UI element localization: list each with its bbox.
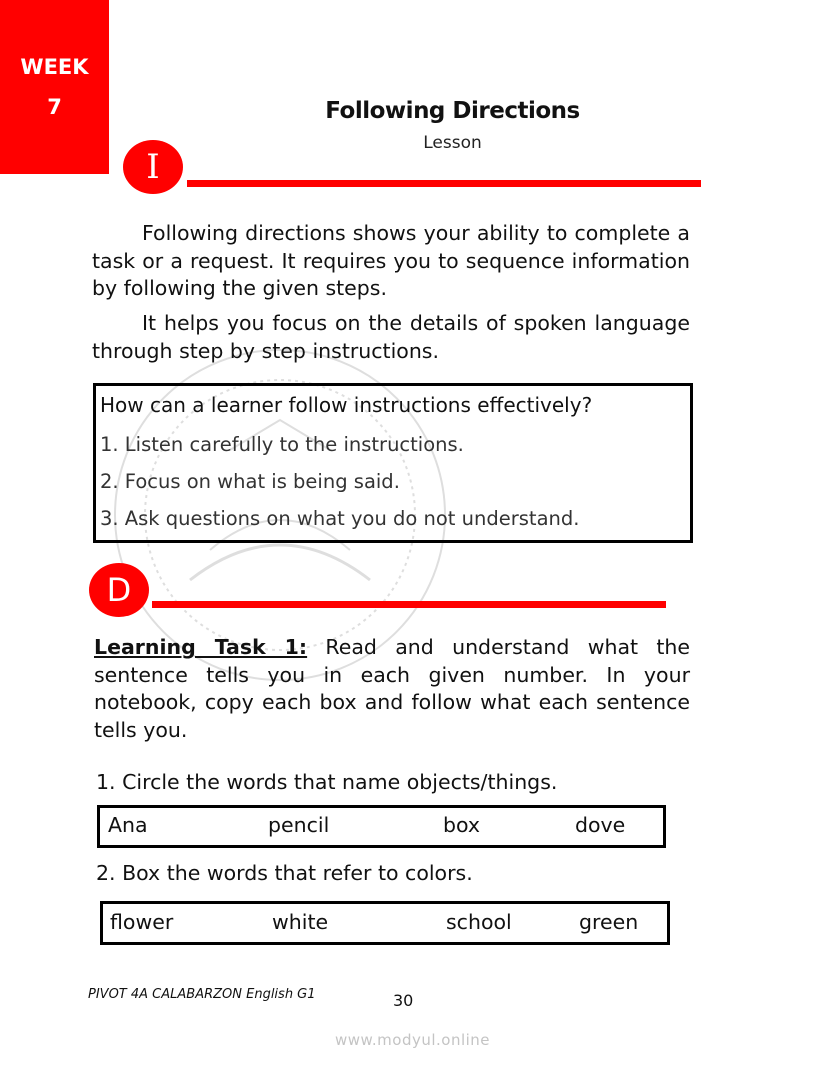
week-label: WEEK [20,55,89,79]
week-badge [0,0,109,174]
tips-item: 3. Ask questions on what you do not understand. [100,507,580,530]
tips-item: 2. Focus on what is being said. [100,470,400,493]
tips-question: How can a learner follow instructions effectively? [100,393,593,417]
section-d-divider [152,601,666,608]
section-d-marker: D [89,563,149,617]
word: white [272,910,329,934]
word: dove [575,813,626,837]
word: school [446,910,512,934]
word: pencil [268,813,330,837]
intro-paragraph-2: It helps you focus on the details of spoken language through step by step instructions. [92,311,690,363]
item-instruction-1: 1. Circle the words that name objects/things. [96,770,558,794]
learning-task [94,634,690,744]
page-subtitle: Lesson [423,133,482,153]
word: Ana [108,813,148,837]
week-number: 7 [47,95,62,119]
section-i-marker: I [123,140,183,194]
task-text: Read and understand what the sentence tells you in each given number. In your notebook, copy each box and follow what each sentence tells you. [94,635,690,742]
tips-item: 1. Listen carefully to the instructions. [100,433,464,456]
footer-source: PIVOT 4A CALABARZON English G1 [88,987,316,1002]
page-title: Following Directions [325,98,580,124]
task-label: Learning Task 1: [94,635,308,659]
item-instruction-2: 2. Box the words that refer to colors. [96,861,473,885]
word: flower [110,910,174,934]
site-watermark: www.modyul.online [334,1031,491,1049]
intro-paragraph-1: Following directions shows your ability to complete a task or a request. It requires you to sequence information by following the given steps. [92,221,690,300]
word: green [579,910,639,934]
page-number: 30 [393,991,414,1010]
section-i-divider [187,180,701,187]
word: box [443,813,481,837]
